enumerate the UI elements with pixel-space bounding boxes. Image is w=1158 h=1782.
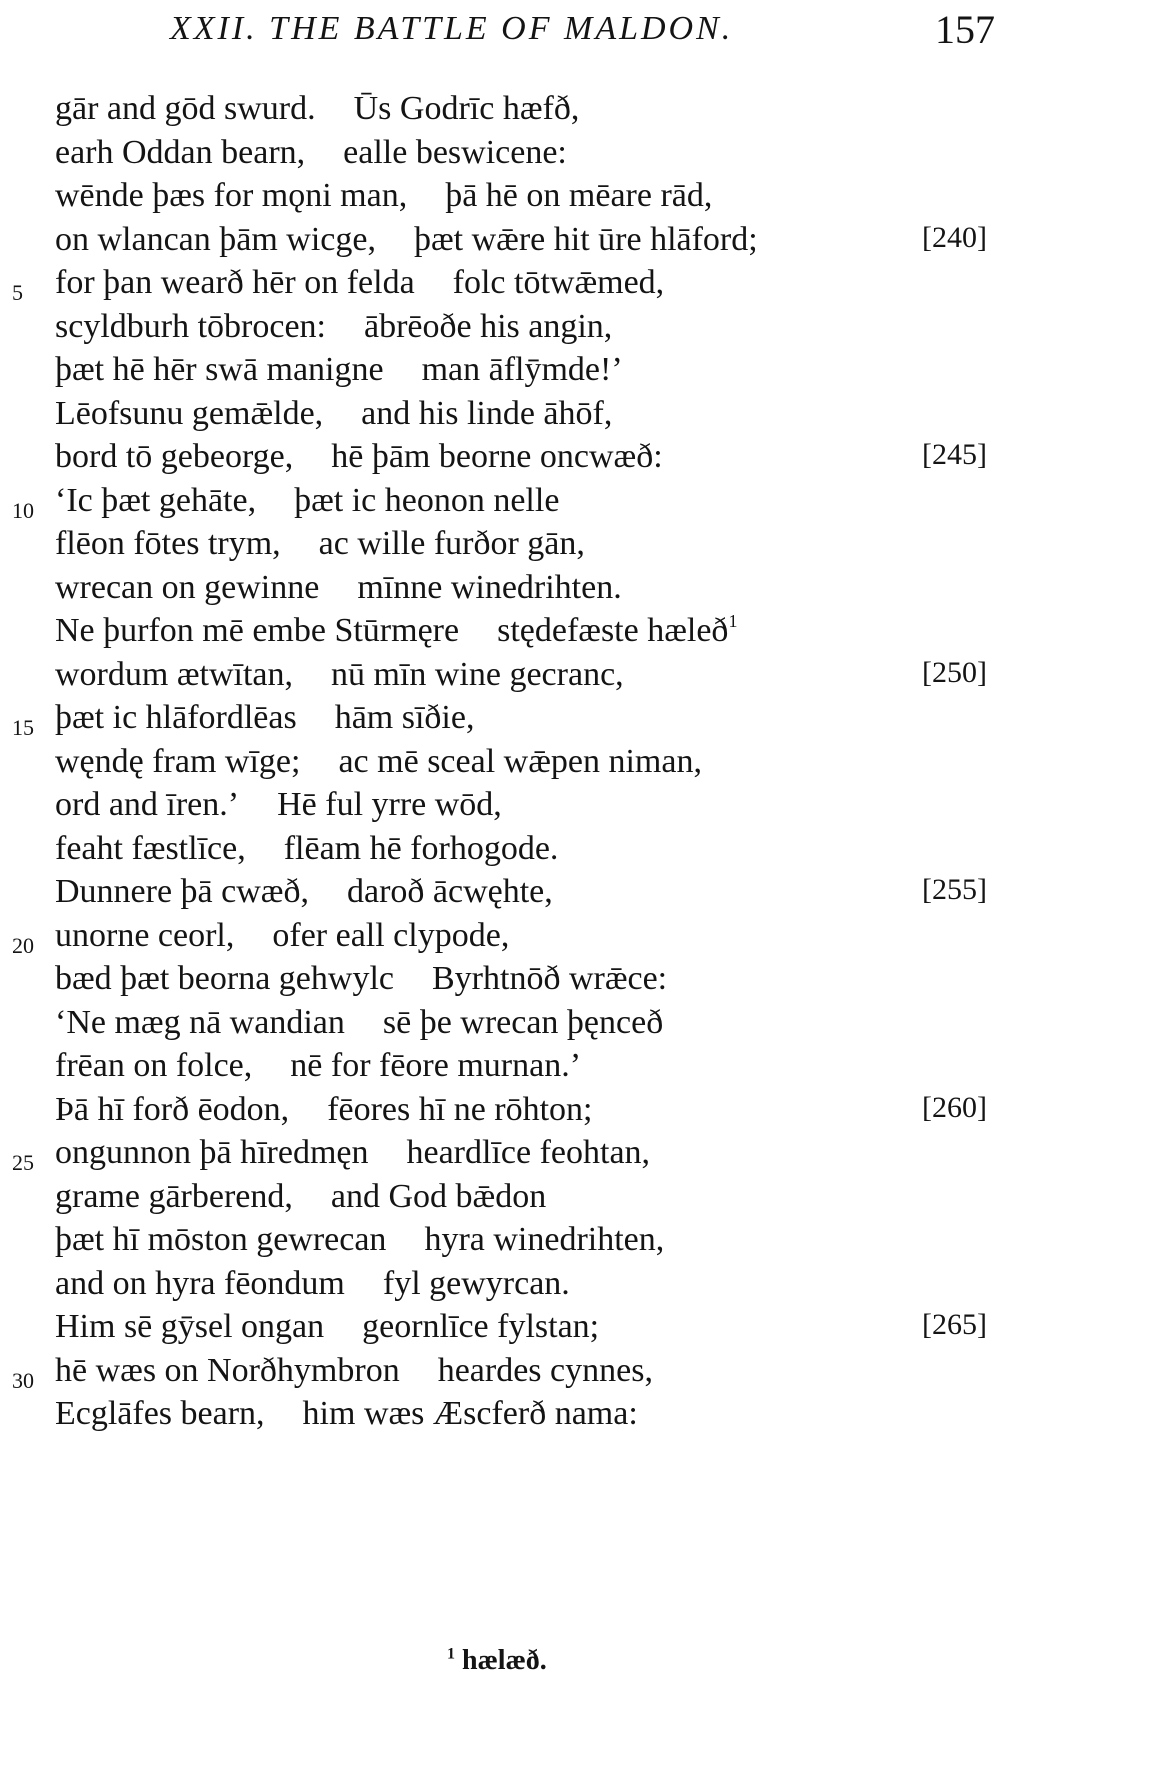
first-half-line: scyldburh tōbrocen:	[55, 307, 326, 345]
verse-text	[55, 1047, 581, 1085]
second-half-line: and God bǣdon	[330, 1177, 547, 1215]
second-half-line: þā hē on mēare rād,	[445, 177, 713, 214]
second-half-line: man āflȳmde!’	[421, 351, 623, 388]
second-half-line: heardlīce feohtan,	[406, 1134, 651, 1171]
line-reference: [255]	[922, 873, 987, 906]
poem-line	[0, 1352, 1158, 1401]
second-half-line: hē þām beorne oncwæð:	[331, 438, 663, 475]
footnote-marker: 1	[447, 1645, 455, 1663]
poem-line	[0, 612, 1158, 661]
second-half-line: ac wille furðor gān,	[318, 525, 585, 562]
second-half-line: ābrēoðe his angin,	[364, 307, 613, 345]
line-number: 30	[12, 1367, 34, 1393]
verse-text	[55, 177, 712, 215]
verse-text	[55, 221, 758, 259]
first-half-line: grame gārberend,	[55, 1177, 293, 1215]
second-half-line: hām sīðie,	[334, 699, 475, 736]
running-title: XXII. THE BATTLE OF MALDON.	[170, 10, 734, 47]
second-half-line: hyra winedrihten,	[424, 1221, 665, 1258]
first-half-line: Him sē gȳsel ongan	[55, 1308, 325, 1345]
second-half-line: flēam hē forhogode.	[283, 829, 559, 867]
first-half-line: ‘Ic þæt gehāte,	[55, 481, 257, 519]
poem-line	[0, 351, 1158, 400]
first-half-line: Ecglāfes bearn,	[55, 1395, 265, 1432]
footnote-reference: 1	[728, 610, 738, 631]
verse-text	[55, 612, 737, 650]
poem-line	[0, 1221, 1158, 1270]
verse-text	[55, 1395, 638, 1433]
first-half-line: for þan wearð hēr on felda	[55, 264, 415, 301]
poem-line	[0, 656, 1158, 705]
footnote	[447, 1645, 547, 1677]
first-half-line: wordum ætwītan,	[55, 655, 293, 693]
verse-text	[55, 873, 553, 911]
second-half-line: nū mīn wine gecranc,	[330, 655, 624, 693]
second-half-line: ac mē sceal wǣpen niman,	[338, 742, 702, 780]
second-half-line: heardes cynnes,	[437, 1351, 653, 1389]
first-half-line: ‘Ne mæg nā wandian	[55, 1003, 345, 1041]
page-number: 157	[935, 7, 995, 52]
poem-line	[0, 177, 1158, 226]
line-reference: [245]	[922, 438, 987, 471]
poem-line	[0, 1134, 1158, 1183]
line-number: 5	[12, 280, 23, 305]
second-half-line: fēores hī ne rōhton;	[327, 1090, 593, 1128]
line-number: 20	[12, 932, 34, 958]
running-header	[0, 0, 1158, 60]
second-half-line: nē for fēore murnan.’	[290, 1047, 582, 1084]
verse-text	[55, 1221, 664, 1259]
first-half-line: gār and gōd swurd.	[55, 90, 316, 127]
poem-line	[0, 1091, 1158, 1140]
poem-line	[0, 569, 1158, 618]
first-half-line: ord and īren.’	[55, 786, 240, 823]
verse-text	[55, 525, 585, 563]
second-half-line: geornlīce fylstan;	[362, 1308, 600, 1345]
first-half-line: unorne ceorl,	[55, 916, 235, 954]
first-half-line: flēon fōtes trym,	[55, 525, 281, 562]
verse-text	[55, 482, 559, 520]
verse-text	[55, 264, 664, 302]
poem-line	[0, 1395, 1158, 1444]
first-half-line: węndę fram wīge;	[55, 742, 301, 780]
first-half-line: ongunnon þā hīredmęn	[55, 1134, 369, 1171]
verse-text	[55, 395, 612, 433]
verse-text	[55, 1178, 546, 1216]
first-half-line: wēnde þæs for mǫni man,	[55, 177, 408, 214]
poem-line	[0, 786, 1158, 835]
poem-line	[0, 1308, 1158, 1357]
poem-line	[0, 960, 1158, 1009]
first-half-line: bæd þæt beorna gehwylc	[55, 960, 394, 997]
verse-text	[55, 1308, 599, 1346]
second-half-line: Byrhtnōð wrǣce:	[432, 960, 668, 997]
verse-text	[55, 1004, 663, 1042]
verse-text	[55, 830, 558, 868]
poem-line	[0, 830, 1158, 879]
second-half-line: fyl gewyrcan.	[382, 1264, 570, 1302]
second-half-line: and his linde āhōf,	[361, 394, 613, 432]
line-number: 10	[12, 497, 34, 523]
verse-text	[55, 351, 623, 389]
verse-text	[55, 1352, 653, 1390]
second-half-line: ealle beswicene:	[343, 133, 567, 171]
poem-line	[0, 525, 1158, 574]
first-half-line: Dunnere þā cwæð,	[55, 873, 309, 910]
first-half-line: bord tō gebeorge,	[55, 438, 294, 475]
second-half-line: mīnne winedrihten.	[357, 568, 622, 606]
poem-line	[0, 395, 1158, 444]
first-half-line: þæt ic hlāfordlēas	[55, 699, 297, 736]
verse-text	[55, 743, 702, 781]
second-half-line: stędefæste hæleð	[497, 612, 729, 649]
second-half-line: Ūs Godrīc hæfð,	[353, 90, 580, 127]
poem-line	[0, 699, 1158, 748]
footnote-text: hælæð.	[462, 1645, 547, 1676]
first-half-line: Ne þurfon mē embe Stūrmęre	[55, 612, 460, 649]
second-half-line: þæt wǣre hit ūre hlāford;	[414, 220, 758, 258]
poem-line	[0, 308, 1158, 357]
first-half-line: frēan on folce,	[55, 1047, 253, 1084]
first-half-line: on wlancan þām wicge,	[55, 220, 376, 258]
verse-text	[55, 134, 567, 172]
poem-line	[0, 134, 1158, 183]
verse-text	[55, 1265, 570, 1303]
first-half-line: hē wæs on Norðhymbron	[55, 1351, 400, 1389]
line-reference: [260]	[922, 1090, 987, 1124]
poem-line	[0, 743, 1158, 792]
verse-text	[55, 308, 612, 346]
line-reference: [240]	[922, 220, 987, 254]
line-reference: [265]	[922, 1308, 987, 1341]
verse-text	[55, 917, 509, 955]
second-half-line: þæt ic heonon nelle	[294, 481, 560, 519]
poem-line	[0, 1265, 1158, 1314]
poem-line	[0, 1047, 1158, 1096]
poem-line	[0, 917, 1158, 966]
verse-text	[55, 90, 579, 128]
poem-line	[0, 482, 1158, 531]
verse-text	[55, 569, 622, 607]
second-half-line: Hē ful yrre wōd,	[277, 786, 502, 823]
poem-line	[0, 221, 1158, 270]
poem-line	[0, 1178, 1158, 1227]
line-reference: [250]	[922, 655, 987, 689]
first-half-line: feaht fæstlīce,	[55, 829, 246, 867]
poem-line	[0, 90, 1158, 139]
first-half-line: wrecan on gewinne	[55, 568, 320, 606]
first-half-line: and on hyra fēondum	[55, 1264, 345, 1302]
first-half-line: Þā hī forð ēodon,	[55, 1090, 290, 1128]
first-half-line: þæt hē hēr swā manigne	[55, 351, 384, 388]
second-half-line: sē þe wrecan þęnceð	[382, 1003, 664, 1041]
second-half-line: ofer eall clypode,	[272, 916, 510, 954]
verse-text	[55, 960, 667, 998]
verse-text	[55, 438, 663, 476]
poem-line	[0, 264, 1158, 313]
poem-line	[0, 438, 1158, 487]
line-number: 15	[12, 715, 34, 740]
second-half-line: him wæs Æscferð nama:	[302, 1395, 638, 1432]
verse-text	[55, 699, 474, 737]
line-number: 25	[12, 1150, 34, 1175]
poem-line	[0, 873, 1158, 922]
poem-line	[0, 1004, 1158, 1053]
verse-text	[55, 1134, 650, 1172]
verse-text	[55, 656, 624, 694]
second-half-line: folc tōtwǣmed,	[452, 264, 665, 301]
first-half-line: þæt hī mōston gewrecan	[55, 1221, 387, 1258]
first-half-line: earh Oddan bearn,	[55, 133, 306, 171]
verse-text	[55, 1091, 593, 1129]
verse-text	[55, 786, 502, 824]
second-half-line: daroð ācwęhte,	[346, 873, 553, 910]
first-half-line: Lēofsunu gemǣlde,	[55, 394, 324, 432]
